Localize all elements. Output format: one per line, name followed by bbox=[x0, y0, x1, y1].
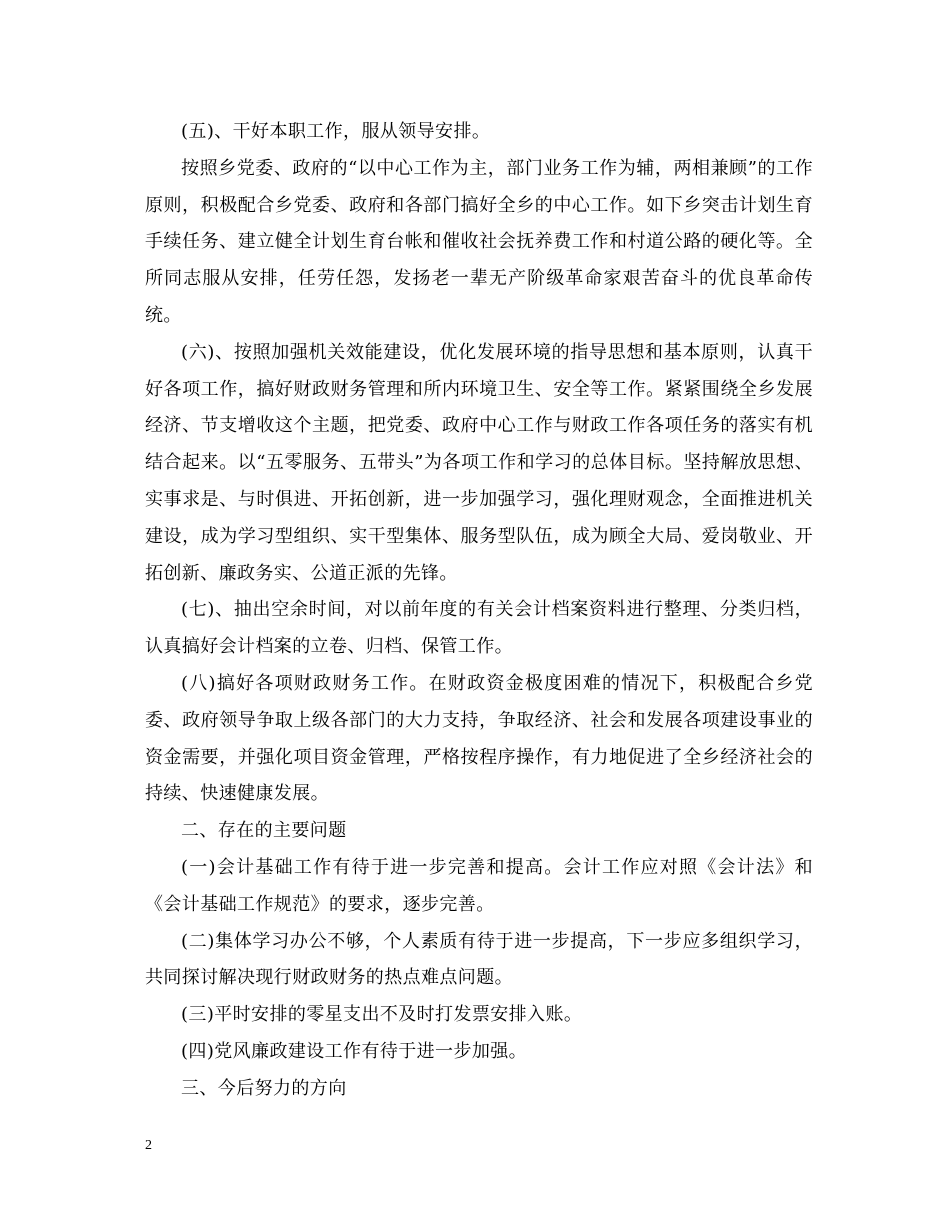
paragraph-problem-4: (四)党风廉政建设工作有待于进一步加强。 bbox=[181, 1040, 528, 1062]
paragraph-section-5-body: 按照乡党委、政府的“以中心工作为主，部门业务工作为辅，两相兼顾”的工作原则，积极配合乡党委、政府和各部门搞好全乡的中心工作。如下乡突击计划生育手续任务、建立健全计划生育台帐和催收社会抚养费工作和村道公路的硬化等。全所同志服从安排，任劳任怨，发扬老一辈无产阶级革命家艰苦奋斗的优良革命传统。 bbox=[145, 157, 813, 326]
paragraph-section-8: (八)搞好各项财政财务工作。在财政资金极度困难的情况下，积极配合乡党委、政府领导争取上级各部门的大力支持，争取经济、社会和发展各项建设事业的资金需要，并强化项目资金管理，严格按程序操作，有力地促进了全乡经济社会的持续、快速健康发展。 bbox=[145, 672, 813, 805]
paragraph-problem-3: (三)平时安排的零星支出不及时打发票安排入账。 bbox=[181, 1004, 583, 1026]
paragraph-section-5: (五)、干好本职工作，服从领导安排。 bbox=[181, 121, 491, 142]
heading-future-direction: 三、今后努力的方向 bbox=[181, 1077, 347, 1099]
paragraph-problem-1: (一)会计基础工作有待于进一步完善和提高。会计工作应对照《会计法》和《会计基础工作规范》的要求，逐步完善。 bbox=[145, 856, 813, 915]
page-number: 2 bbox=[145, 1138, 152, 1153]
paragraph-section-6: (六)、按照加强机关效能建设，优化发展环境的指导思想和基本原则，认真干好各项工作，搞好财政财务管理和所内环境卫生、安全等工作。紧紧围绕全乡发展经济、节支增收这个主题，把党委、政府中心工作与财政工作各项任务的落实有机结合起来。以“五零服务、五带头”为各项工作和学习的总体目标。坚持解放思想、实事求是、与时俱进、开拓创新，进一步加强学习，强化理财观念，全面推进机关建设，成为学习型组织、实干型集体、服务型队伍，成为顾全大局、爱岗敬业、开拓创新、廉政务实、公道正派的先锋。 bbox=[145, 341, 813, 584]
paragraph-problem-2: (二)集体学习办公不够，个人素质有待于进一步提高，下一步应多组织学习，共同探讨解决现行财政财务的热点难点问题。 bbox=[145, 930, 813, 989]
heading-main-problems: 二、存在的主要问题 bbox=[181, 820, 347, 842]
body-text bbox=[145, 114, 813, 1108]
paragraph-section-7: (七)、抽出空余时间，对以前年度的有关会计档案资料进行整理、分类归档，认真搞好会计档案的立卷、归档、保管工作。 bbox=[145, 599, 813, 658]
